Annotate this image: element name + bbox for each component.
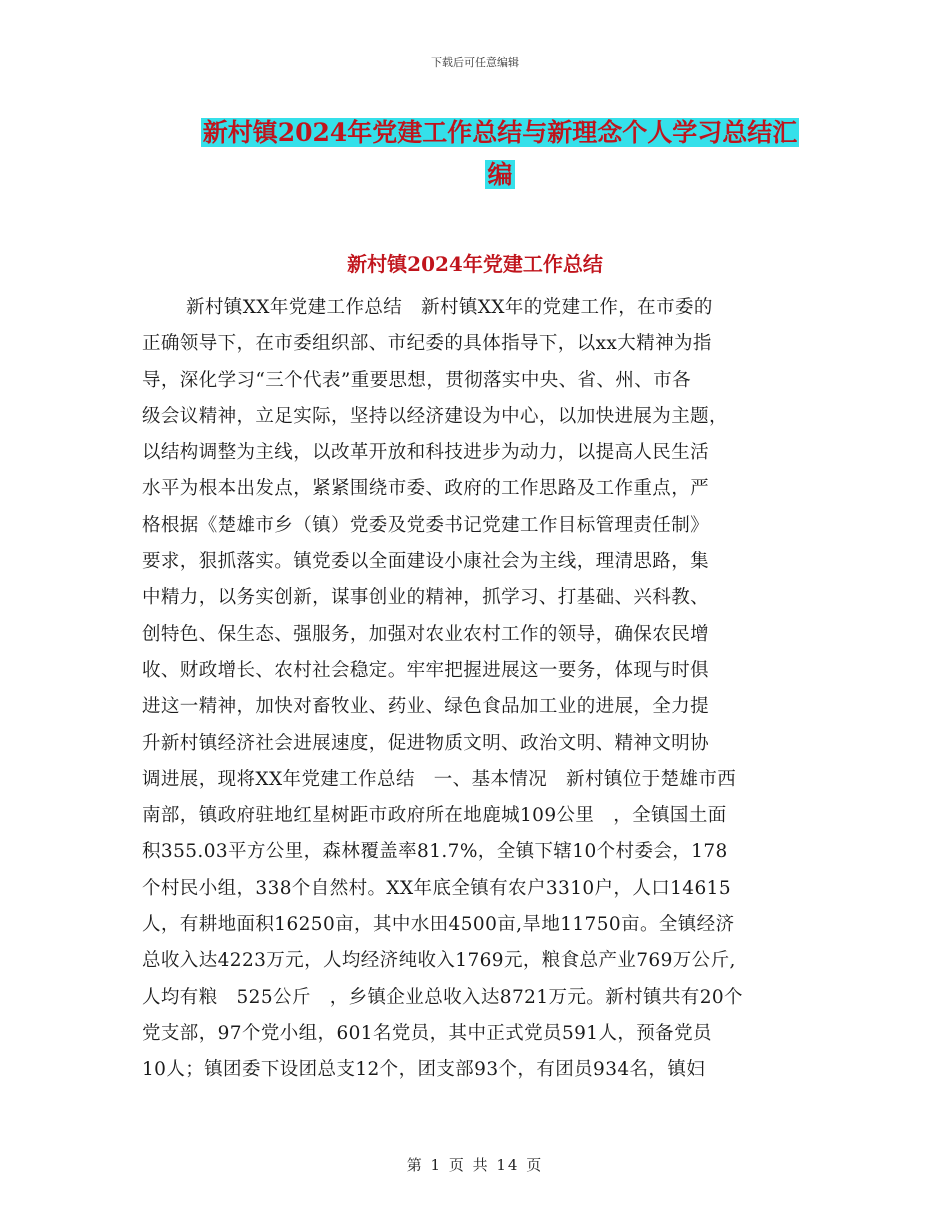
body-line: 水平为根本出发点，紧紧围绕市委、政府的工作思路及工作重点，严 xyxy=(142,478,710,500)
section-title: 新村镇2024年党建工作总结 xyxy=(347,252,603,276)
body-line: 人，有耕地面积16250亩，其中水田4500亩,旱地11750亩。全镇经济 xyxy=(142,914,735,936)
body-line: 级会议精神，立足实际，坚持以经济建设为中心，以加快进展为主题， xyxy=(142,405,728,427)
body-line: 南部，镇政府驻地红星树距市政府所在地鹿城109公里 ，全镇国土面 xyxy=(142,805,727,827)
body-line: 积355.03平方公里，森林覆盖率81.7%，全镇下辖10个村委会，178 xyxy=(142,841,728,863)
body-line: 中精力，以务实创新，谋事创业的精神，抓学习、打基础、兴科教、 xyxy=(142,587,710,609)
body-line: 导，深化学习“三个代表”重要思想，贯彻落实中央、省、州、市各 xyxy=(142,369,691,391)
body-line: 要求，狠抓落实。镇党委以全面建设小康社会为主线，理清思路，集 xyxy=(142,551,710,573)
body-line: 人均有粮 525公斤 ，乡镇企业总收入达8721万元。新村镇共有20个 xyxy=(142,986,743,1008)
body-line: 进这一精神，加快对畜牧业、药业、绿色食品加工业的进展，全力提 xyxy=(142,696,710,718)
body-line: 10人；镇团委下设团总支12个，团支部93个，有团员934名，镇妇 xyxy=(142,1059,706,1081)
body-line: 党支部，97个党小组，601名党员，其中正式党员591人，预备党员 xyxy=(142,1022,712,1044)
document-title-line-1: 新村镇2024年党建工作总结与新理念个人学习总结汇 xyxy=(202,118,798,147)
body-line: 调进展，现将XX年党建工作总结 一、基本情况 新村镇位于楚雄市西 xyxy=(142,768,737,790)
body-text xyxy=(142,290,822,1089)
page-number-footer: 第 1 页 共 14 页 xyxy=(406,1156,544,1174)
header-note: 下载后可任意编辑 xyxy=(431,56,519,69)
body-line: 新村镇XX年党建工作总结 新村镇XX年的党建工作，在市委的 xyxy=(186,297,713,318)
body-line: 创特色、保生态、强服务，加强对农业农村工作的领导，确保农民增 xyxy=(142,623,710,645)
body-line: 正确领导下，在市委组织部、市纪委的具体指导下，以xx大精神为指 xyxy=(142,333,712,355)
body-line: 收、财政增长、农村社会稳定。牢牢把握进展这一要务，体现与时俱 xyxy=(142,659,710,681)
body-line: 总收入达4223万元，人均经济纯收入1769元，粮食总产业769万公斤, xyxy=(142,950,736,972)
body-line: 升新村镇经济社会进展速度，促进物质文明、政治文明、精神文明协 xyxy=(142,732,710,754)
body-line: 以结构调整为主线，以改革开放和科技进步为动力，以提高人民生活 xyxy=(142,442,710,464)
document-title-line-2: 编 xyxy=(487,160,513,189)
document-title xyxy=(150,112,850,196)
body-line: 个村民小组，338个自然村。XX年底全镇有农户3310户，人口14615 xyxy=(142,877,731,899)
body-line: 格根据《楚雄市乡（镇）党委及党委书记党建工作目标管理责任制》 xyxy=(142,514,710,536)
